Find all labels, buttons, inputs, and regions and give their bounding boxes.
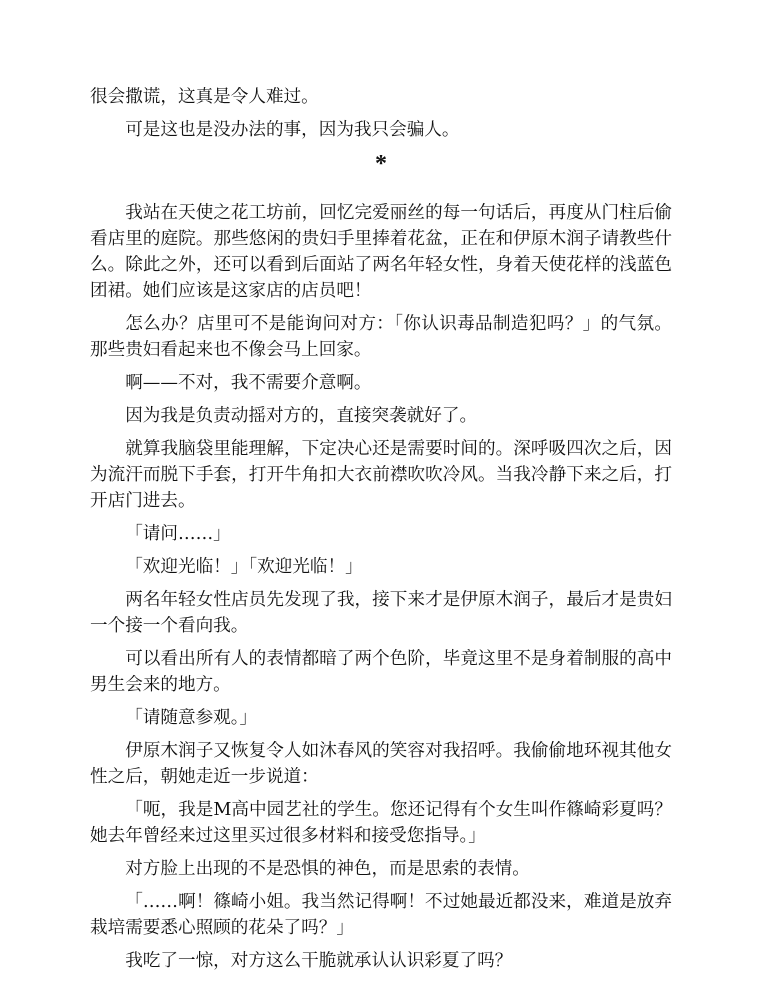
paragraph: 就算我脑袋里能理解，下定决心还是需要时间的。深呼吸四次之后，因为流汗而脱下手套，打开牛角扣大衣前襟吹吹冷风。当我冷静下来之后，打开店门进去。 xyxy=(90,439,672,511)
paragraph: 我站在天使之花工坊前，回忆完爱丽丝的每一句话后，再度从门柱后偷看店里的庭院。那些悠闲的贵妇手里捧着花盆，正在和伊原木润子请教些什么。除此之外，还可以看到后面站了两名年轻女性，身着天使花样的浅蓝色团裙。她们应该是这家店的店员吧！ xyxy=(90,203,672,301)
paragraph-continued: 很会撒谎，这真是令人难过。 xyxy=(90,87,319,107)
paragraph: 两名年轻女性店员先发现了我，接下来才是伊原木润子，最后才是贵妇一个接一个看向我。 xyxy=(90,590,672,636)
dialogue-line: 「呃，我是M高中园艺社的学生。您还记得有个女生叫作篠崎彩夏吗？她去年曾经来过这里买过很多材料和接受您指导。」 xyxy=(90,800,672,846)
paragraph: 对方脸上出现的不是恐惧的神色，而是思索的表情。 xyxy=(125,859,530,879)
dialogue-line: 「……啊！篠崎小姐。我当然记得啊！不过她最近都没来，难道是放弃栽培需要悉心照顾的花朵了吗？」 xyxy=(90,892,672,938)
dialogue-line: 「请随意参观。」 xyxy=(125,708,258,728)
paragraph: 伊原木润子又恢复令人如沐春风的笑容对我招呼。我偷偷地环视其他女性之后，朝她走近一步说道： xyxy=(90,741,672,787)
paragraph: 我吃了一惊，对方这么干脆就承认认识彩夏了吗？ xyxy=(125,951,513,971)
paragraph: 怎么办？店里可不是能询问对方：「你认识毒品制造犯吗？」的气氛。那些贵妇看起来也不像会马上回家。 xyxy=(90,314,672,360)
paragraph: 因为我是负责动摇对方的，直接突袭就好了。 xyxy=(125,406,478,426)
paragraph: 可是这也是没办法的事，因为我只会骗人。 xyxy=(125,120,460,140)
dialogue-line: 「欢迎光临！」「欢迎光临！」 xyxy=(125,557,363,577)
paragraph: 啊——不对，我不需要介意啊。 xyxy=(125,373,372,393)
section-separator: * xyxy=(375,151,387,177)
paragraph: 可以看出所有人的表情都暗了两个色阶，毕竟这里不是身着制服的高中男生会来的地方。 xyxy=(90,649,672,695)
dialogue-line: 「请问……」 xyxy=(125,524,231,544)
book-page xyxy=(90,84,672,981)
